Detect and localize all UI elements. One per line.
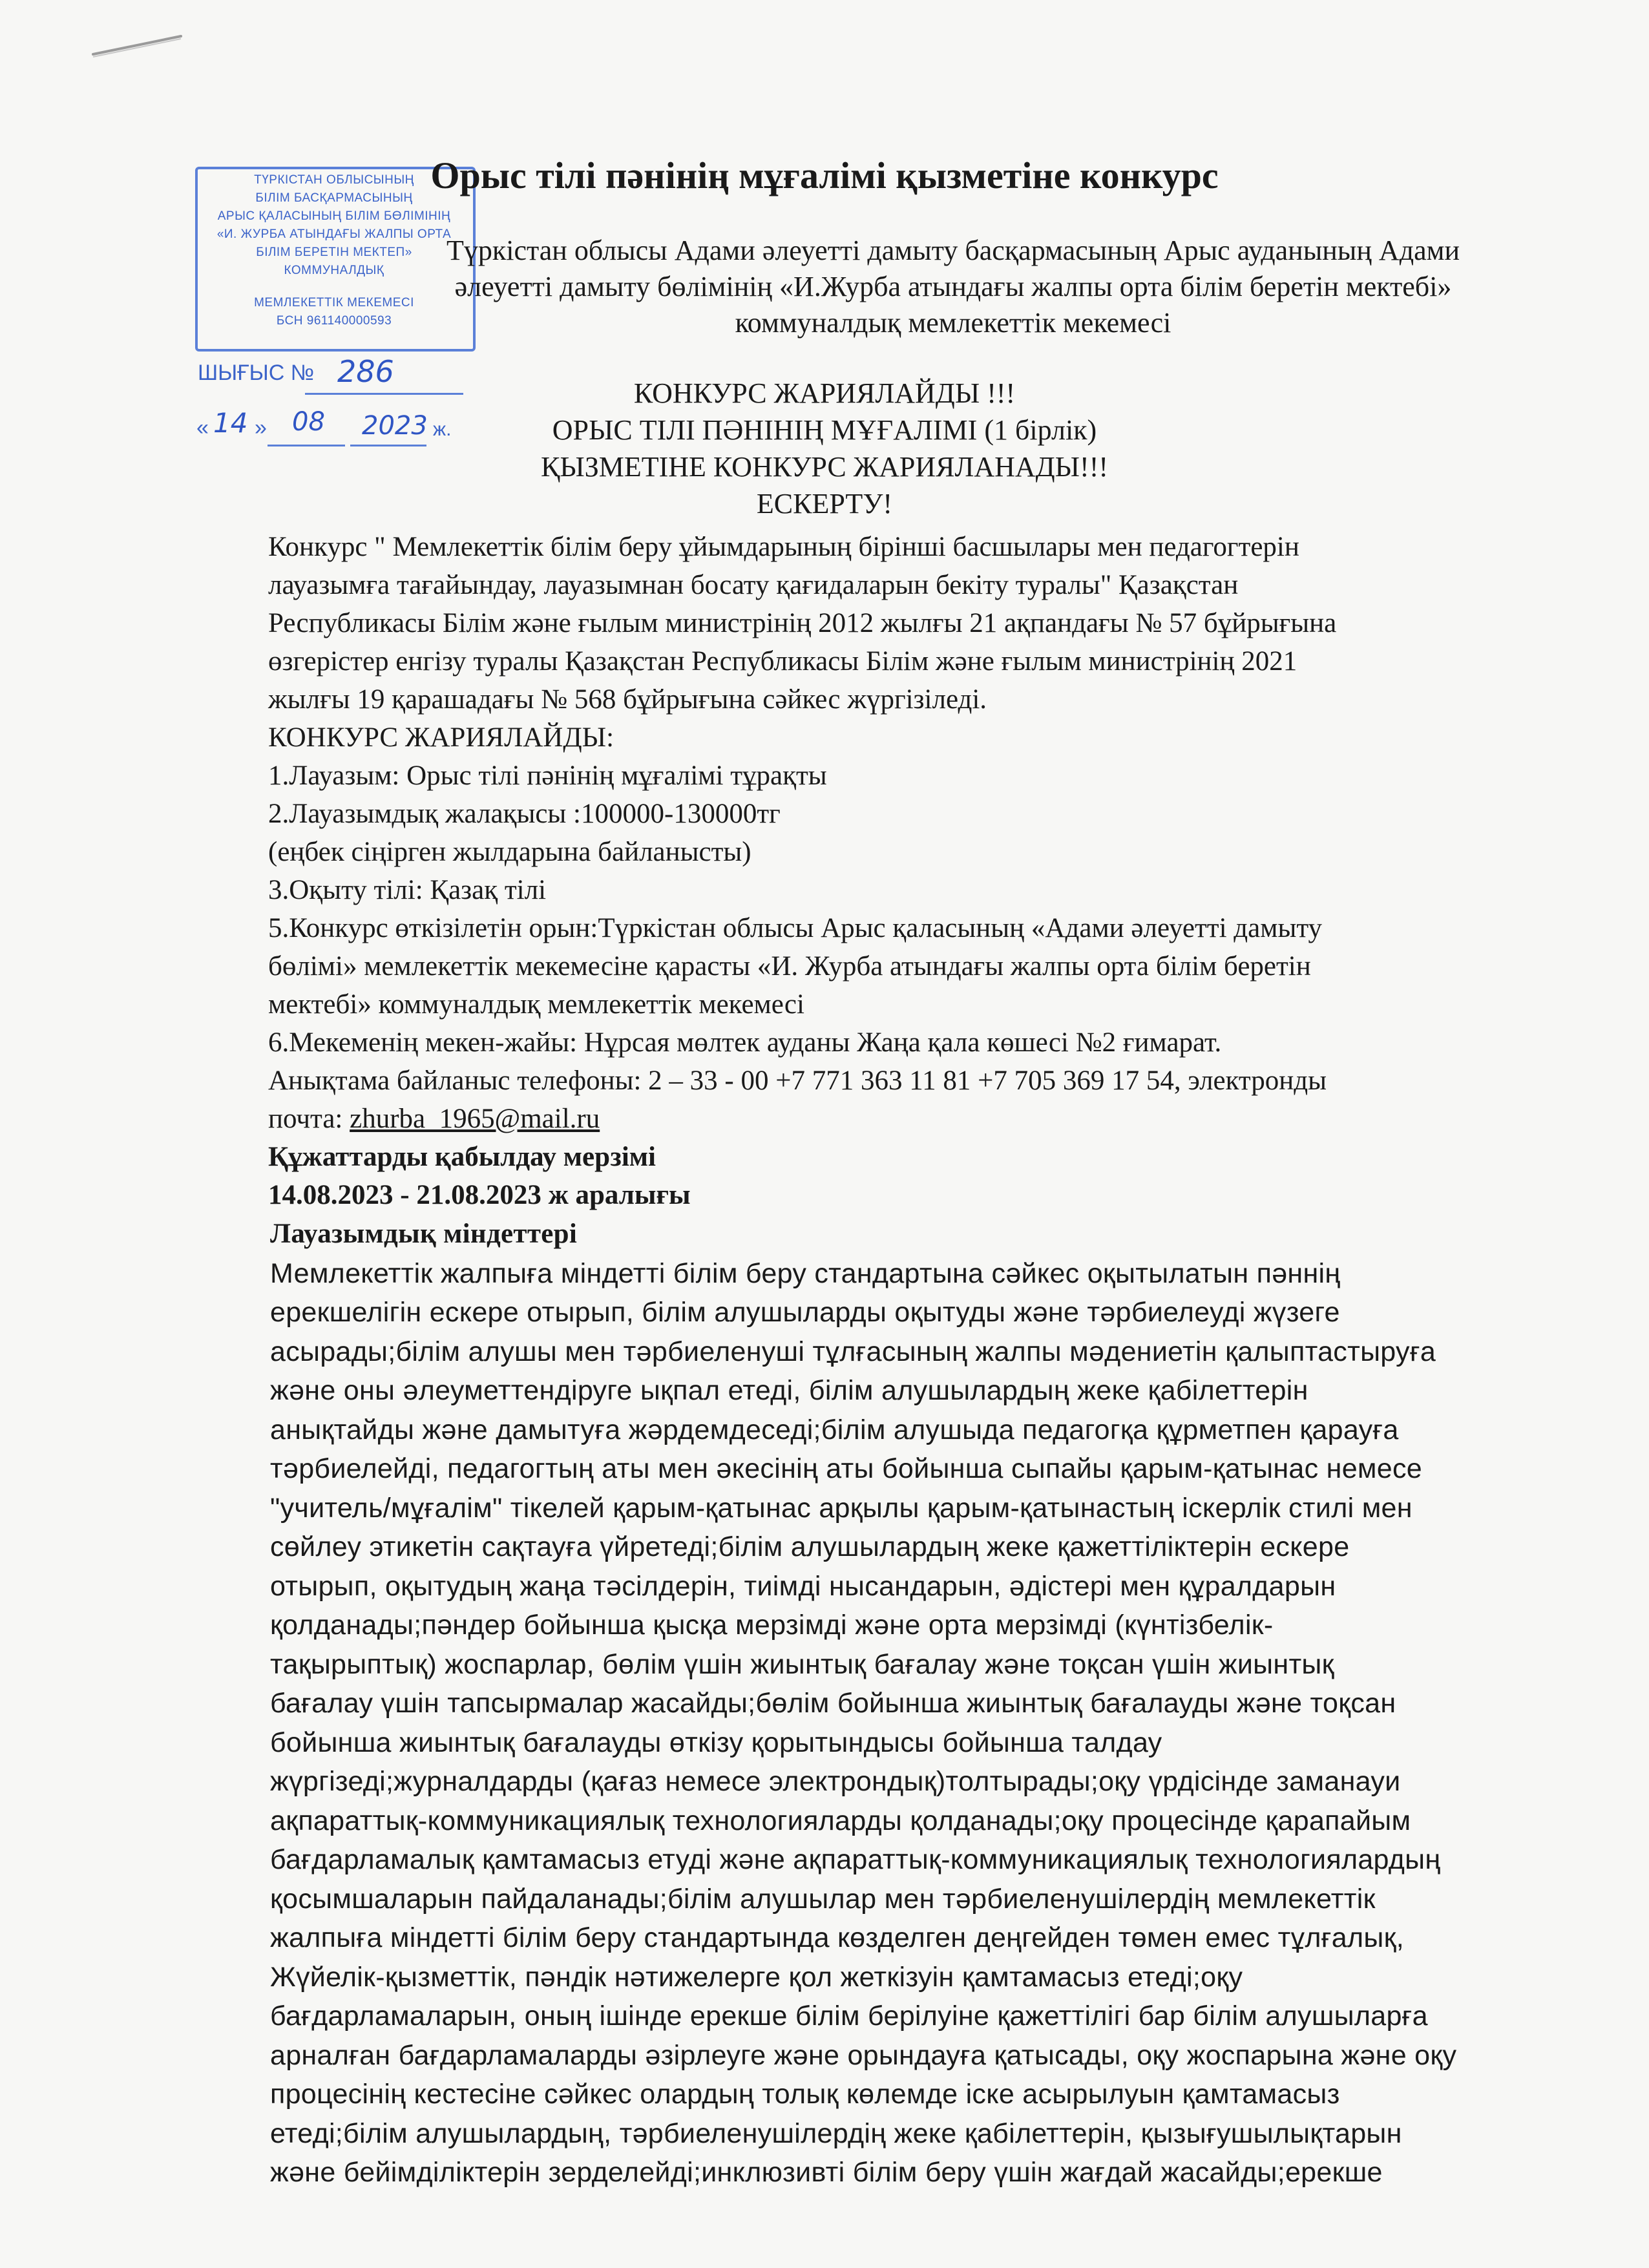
date-year-suffix: ж.	[433, 419, 452, 440]
stamp-line: КОММУНАЛДЫҚ	[284, 264, 384, 277]
duties-line: анықтайды және дамытуға жәрдемдеседі;білім алушыда педагогқа құрметпен қарауға	[270, 1414, 1399, 1445]
organization-header	[362, 233, 1544, 341]
email-prefix: почта:	[268, 1104, 350, 1134]
stamp-line: АРЫС ҚАЛАСЫНЫҢ БІЛІМ БӨЛІМІНІҢ	[217, 209, 451, 223]
header-line: Түркістан облысы Адами әлеуетті дамыту басқармасының Арыс ауданының Адами	[446, 235, 1460, 266]
venue-item: бөлімі» мемлекеттік мекемесіне қарасты «И. Журба атындағы жалпы орта білім беретін	[268, 951, 1311, 982]
date-open-quote: «	[196, 415, 209, 440]
announcement-line: ҚЫЗМЕТІНЕ КОНКУРС ЖАРИЯЛАНАДЫ!!!	[540, 451, 1109, 483]
duties-line: жүргізеді;журналдарды (қағаз немесе электрондық)толтырады;оқу үрдісінде заманауи	[270, 1766, 1401, 1797]
duties-heading: Лауазымдық міндеттері	[270, 1219, 578, 1249]
notice-line: Республикасы Білім және ғылым министрінің 2012 жылғы 21 ақпандағы № 57 бұйрығына	[268, 608, 1337, 638]
stamp-line: БІЛІМ БЕРЕТІН МЕКТЕП»	[256, 246, 412, 259]
outgoing-number-label: ШЫҒЫС №	[198, 361, 315, 385]
duties-section	[270, 1215, 1562, 2192]
duties-line: тақырыптық) жоспарлар, бөлім үшін жиынтық бағалау және тоқсан үшін жиынтық	[270, 1648, 1334, 1680]
notice-line: лауазымға тағайындау, лауазымнан босату қағидаларын бекіту туралы" Қазақстан	[268, 570, 1239, 600]
duties-line: қосымшаларын пайдаланады;білім алушылар мен тәрбиеленушілердің мемлекеттік	[270, 1883, 1376, 1915]
address-item: 6.Мекеменің мекен-жайы: Нұрсая мөлтек ауданы Жаңа қала көшесі №2 ғимарат.	[268, 1027, 1222, 1058]
venue-item: мектебі» коммуналдық мемлекеттік мекемесі	[268, 989, 804, 1020]
duties-line: бойынша жиынтық бағалауды өткізу қорытындысы бойынша талдау	[270, 1727, 1162, 1758]
stamp-line: БІЛІМ БАСҚАРМАСЫНЫҢ	[255, 191, 413, 205]
stamp-line: «И. ЖУРБА АТЫНДАҒЫ ЖАЛПЫ ОРТА	[216, 227, 452, 241]
duties-line: бағалау үшін тапсырмалар жасайды;бөлім бойынша жиынтық бағалауды және тоқсан	[270, 1688, 1396, 1719]
duties-line: қолданады;пәндер бойынша қысқа мерзімді және орта мерзімді (күнтізбелік-	[270, 1610, 1274, 1641]
duties-line: етеді;білім алушылардың, тәрбиеленушілердің жеке қабілеттерін, қызығушылықтарын	[270, 2117, 1402, 2149]
date-year-handwritten: 2023	[362, 411, 428, 441]
duties-line: процесінің кестесіне сәйкес олардың толық көлемде іске асырылуын қамтамасыз	[270, 2079, 1340, 2110]
language-item: 3.Оқыту тілі: Қазақ тілі	[268, 875, 547, 905]
header-line: әлеуетті дамыту бөлімінің «И.Журба атындағы жалпы орта білім беретін мектебі»	[454, 271, 1452, 302]
date-month-handwritten: 08	[292, 407, 325, 437]
date-close-quote: »	[255, 415, 267, 440]
stamp-line: ТҮРКІСТАН ОБЛЫСЫНЫҢ	[254, 173, 414, 187]
duties-line: отырып, оқытудың жаңа тәсілдерін, тиімді нысандарын, әдістері мен құралдарын	[270, 1570, 1336, 1602]
duties-line: және бейімділіктерін зерделейді;инклюзивті білім беру үшін жағдай жасайды;ерекше	[270, 2157, 1383, 2188]
duties-line: Жүйелік-қызметтік, пәндік нәтижелерге қол жеткізуін қамтамасыз етеді;оқу	[270, 1961, 1243, 1993]
duties-line: ақпараттық-коммуникациялық технологияларды қолданады;оқу процесінде қарапайым	[270, 1805, 1411, 1836]
salary-note: (еңбек сіңірген жылдарына байланысты)	[268, 837, 751, 867]
duties-line: Мемлекеттік жалпыға міндетті білім беру стандартына сәйкес оқытылатын пәннің	[270, 1257, 1341, 1289]
duties-line: жалпыға міндетті білім беру стандартында көзделген деңгейден төмен емес тұлғалық,	[270, 1922, 1404, 1953]
announcement-block	[0, 375, 1649, 522]
salary-item: 2.Лауазымдық жалақысы :100000-130000тг	[268, 799, 781, 829]
duties-line: асырады;білім алушы мен тәрбиеленуші тұлғасының жалпы мәдениетін қалыптастыруға	[270, 1336, 1436, 1367]
duties-line: "учитель/мұғалім" тікелей қарым-қатынас арқылы қарым-қатынастың іскерлік стилі мен	[270, 1492, 1413, 1524]
header-line: коммуналдық мемлекеттік мекемесі	[735, 307, 1171, 339]
document-title: Орыс тілі пәнінің мұғалімі қызметіне конкурс	[430, 154, 1219, 196]
duties-line: бағдарламаларын, оның ішінде ерекше білім берілуіне қажеттілігі бар білім алушыларға	[270, 2000, 1428, 2032]
deadline-heading: Құжаттарды қабылдау мерзімі	[268, 1142, 656, 1172]
announcement-line: ОРЫС ТІЛІ ПӘНІНІҢ МҰҒАЛІМІ (1 бірлік)	[552, 414, 1097, 446]
duties-line: сөйлеу этикетін сақтауға үйретеді;білім алушылардың жеке қажеттіліктерін ескере	[270, 1531, 1350, 1562]
announcement-line: ЕСКЕРТУ!	[756, 488, 893, 520]
duties-line: тәрбиелейді, педагогтың аты мен әкесінің аты бойынша сыпайы қарым-қатынас немесе	[270, 1453, 1423, 1484]
notice-line: өзгерістер енгізу туралы Қазақстан Республикасы Білім және ғылым министрінің 2021	[268, 646, 1297, 677]
duties-line: арналған бағдарламаларды әзірлеуге және орындауға қатысады, оқу жоспарына және оқу	[270, 2039, 1457, 2071]
date-day-handwritten: 14	[213, 407, 248, 439]
duties-line: ерекшелігін ескере отырып, білім алушыларды оқытуды және тәрбиелеуді жүзеге	[270, 1297, 1340, 1328]
document-body	[268, 528, 1541, 1214]
phone-item: Анықтама байланыс телефоны: 2 – 33 - 00 +7 771 363 11 81 +7 705 369 17 54, электронды	[268, 1066, 1327, 1096]
email-link[interactable]: zhurba_1965@mail.ru	[350, 1104, 600, 1134]
announcement-line: КОНКУРС ЖАРИЯЛАЙДЫ !!!	[633, 377, 1016, 409]
duties-line: бағдарламалық қамтамасыз етуді және ақпараттық-коммуникациялық технологиялардың	[270, 1844, 1441, 1875]
stamp-line: МЕМЛЕКЕТТІК МЕКЕМЕСІ	[254, 296, 414, 310]
staple-mark	[90, 32, 187, 58]
outgoing-number-handwritten: 286	[337, 354, 394, 389]
stamp-line: БСН 961140000593	[276, 314, 392, 328]
deadline-range: 14.08.2023 - 21.08.2023 ж аралығы	[268, 1180, 691, 1210]
position-item: 1.Лауазым: Орыс тілі пәнінің мұғалімі тұрақты	[268, 761, 827, 791]
duties-line: және оны әлеуметтендіруге ықпал етеді, білім алушылардың жеке қабілеттерін	[270, 1375, 1308, 1406]
announce-heading: КОНКУРС ЖАРИЯЛАЙДЫ:	[268, 722, 614, 753]
notice-line: жылғы 19 қарашадағы № 568 бұйрығына сәйкес жүргізіледі.	[268, 684, 987, 715]
venue-item: 5.Конкурс өткізілетін орын:Түркістан облысы Арыс қаласының «Адами әлеуетті дамыту	[268, 913, 1323, 943]
notice-line: Конкурс " Мемлекеттік білім беру ұйымдарының бірінші басшылары мен педагогтерін	[268, 532, 1299, 562]
email-line	[268, 1100, 1541, 1138]
